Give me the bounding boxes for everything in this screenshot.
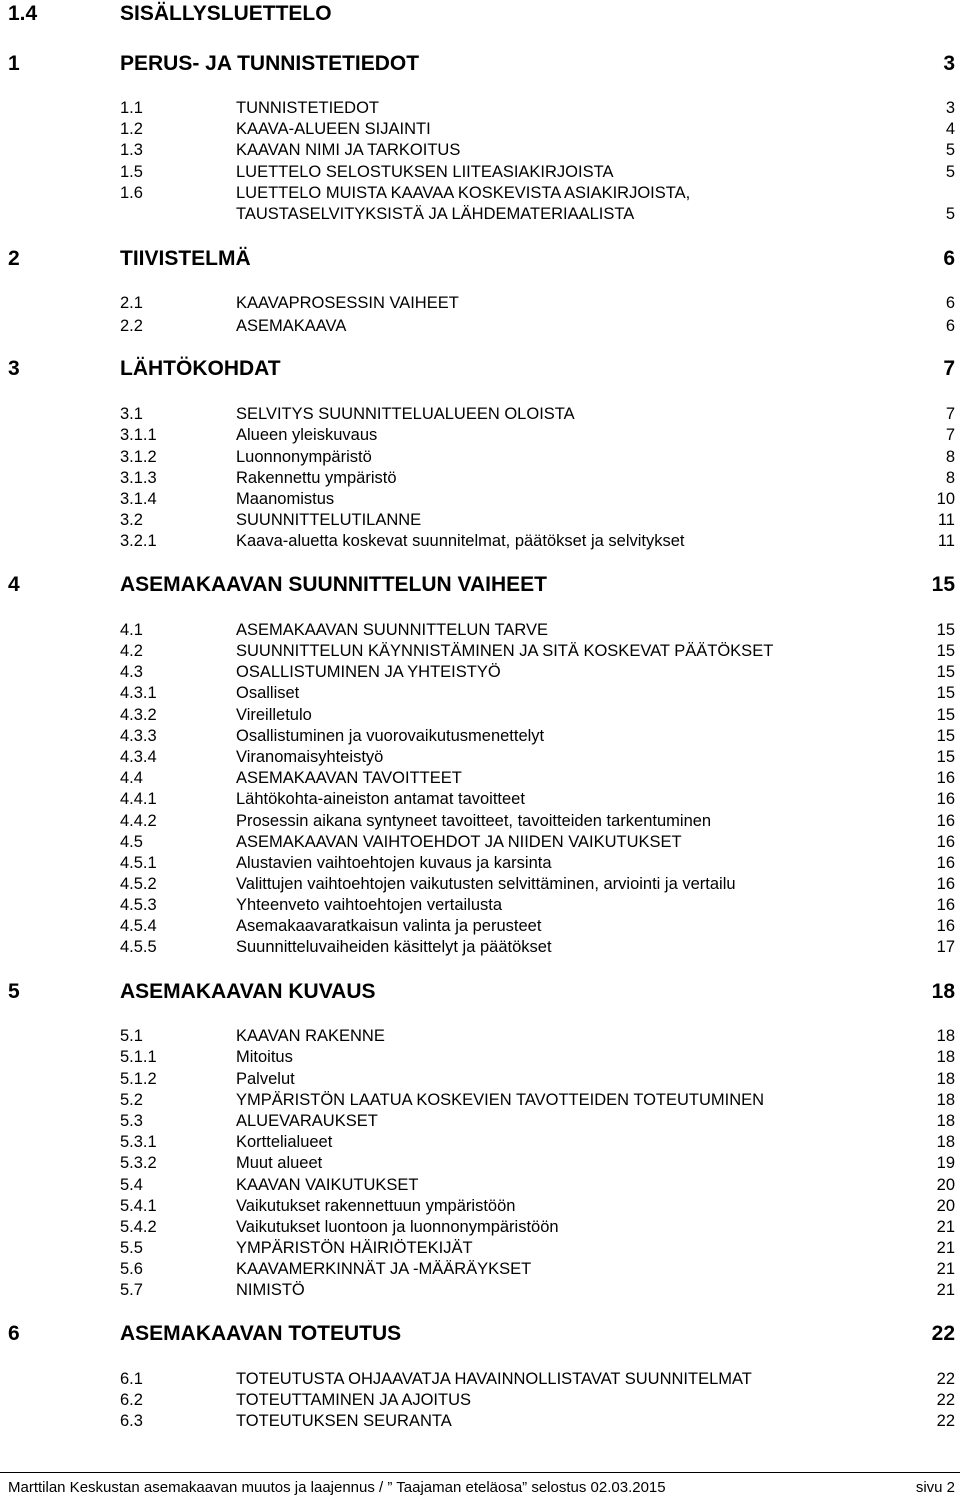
toc-row[interactable]	[0, 619, 960, 641]
toc-row[interactable]	[0, 1046, 960, 1068]
toc-number: 4.4	[120, 769, 143, 787]
toc-title: Korttelialueet	[236, 1133, 333, 1151]
toc-title: Vaikutukset luontoon ja luonnonympäristöön	[236, 1218, 559, 1236]
toc-row[interactable]	[0, 97, 960, 119]
toc-row[interactable]	[0, 1025, 960, 1047]
toc-title: KAAVAN RAKENNE	[236, 1027, 385, 1045]
toc-page: 7	[945, 405, 955, 423]
toc-title: Osallistuminen ja vuorovaikutusmenettelyt	[236, 727, 545, 745]
toc-row-continuation[interactable]	[0, 203, 960, 225]
toc-title: LÄHTÖKOHDAT	[120, 357, 281, 380]
toc-number: 5.3.2	[120, 1154, 157, 1172]
toc-row[interactable]	[0, 1195, 960, 1217]
toc-number: 2	[8, 247, 20, 270]
toc-row[interactable]	[0, 530, 960, 552]
toc-page: 5	[945, 141, 955, 159]
toc-page: 3	[943, 52, 955, 75]
toc-page: 10	[936, 490, 955, 508]
toc-title: YMPÄRISTÖN HÄIRIÖTEKIJÄT	[236, 1239, 473, 1257]
toc-page: 16	[936, 790, 955, 808]
toc-title: OSALLISTUMINEN JA YHTEISTYÖ	[236, 663, 501, 681]
toc-title: Osalliset	[236, 684, 300, 702]
toc-row[interactable]	[0, 1410, 960, 1432]
toc-title: Viranomaisyhteistyö	[236, 748, 384, 766]
toc-number: 5.4.2	[120, 1218, 157, 1236]
toc-page: 6	[943, 247, 955, 270]
toc-number: 4.5	[120, 833, 143, 851]
toc-number: 4.1	[120, 621, 143, 639]
toc-number: 4.3	[120, 663, 143, 681]
toc-title: Kaava-aluetta koskevat suunnitelmat, päätökset ja selvitykset	[236, 532, 685, 550]
toc-number: 4.5.4	[120, 917, 157, 935]
toc-number: 4.5.1	[120, 854, 157, 872]
toc-title: Suunnitteluvaiheiden käsittelyt ja päätökset	[236, 938, 552, 956]
toc-number: 1.1	[120, 99, 143, 117]
toc-number: 5	[8, 980, 20, 1003]
toc-row[interactable]	[0, 161, 960, 183]
toc-page: 16	[936, 769, 955, 787]
toc-row[interactable]	[0, 1089, 960, 1111]
toc-number: 3.1.4	[120, 490, 157, 508]
toc-number: 4.4.1	[120, 790, 157, 808]
toc-page: 4	[945, 120, 955, 138]
toc-number: 5.5	[120, 1239, 143, 1257]
toc-number: 4.3.3	[120, 727, 157, 745]
toc-row[interactable]	[0, 446, 960, 468]
toc-number: 3	[8, 357, 20, 380]
toc-page: 15	[936, 684, 955, 702]
toc-title: KAAVAPROSESSIN VAIHEET	[236, 294, 459, 312]
toc-number: 3.2	[120, 511, 143, 529]
toc-row[interactable]	[0, 1216, 960, 1238]
toc-title: TIIVISTELMÄ	[120, 247, 251, 270]
toc-number: 2.2	[120, 317, 143, 335]
toc-title: TOTEUTTAMINEN JA AJOITUS	[236, 1391, 471, 1409]
toc-number: 5.7	[120, 1281, 143, 1299]
toc-title: ASEMAKAAVAN KUVAUS	[120, 980, 376, 1003]
page-heading	[0, 3, 960, 25]
toc-title: TUNNISTETIEDOT	[236, 99, 379, 117]
toc-row[interactable]	[0, 1068, 960, 1090]
toc-title: Valittujen vaihtoehtojen vaikutusten selvittäminen, arviointi ja vertailu	[236, 875, 736, 893]
toc-number: 4.5.2	[120, 875, 157, 893]
toc-number: 3.1.3	[120, 469, 157, 487]
toc-number: 1	[8, 52, 20, 75]
toc-row[interactable]	[0, 852, 960, 874]
toc-number: 5.2	[120, 1091, 143, 1109]
toc-row[interactable]	[0, 1389, 960, 1411]
toc-title: KAAVAN VAIKUTUKSET	[236, 1176, 419, 1194]
toc-page: 15	[931, 573, 955, 596]
toc-row[interactable]	[0, 403, 960, 425]
toc-title: SELVITYS SUUNNITTELUALUEEN OLOISTA	[236, 405, 575, 423]
toc-title: Luonnonympäristö	[236, 448, 372, 466]
toc-row[interactable]	[0, 767, 960, 789]
toc-page: 11	[937, 511, 955, 529]
toc-number: 4.3.4	[120, 748, 157, 766]
toc-title: KAAVAMERKINNÄT JA -MÄÄRÄYKSET	[236, 1260, 532, 1278]
toc-title: KAAVAN NIMI JA TARKOITUS	[236, 141, 461, 159]
toc-page: 18	[936, 1091, 955, 1109]
toc-page: 22	[936, 1391, 955, 1409]
toc-page: 8	[945, 448, 955, 466]
toc-number: 1.5	[120, 163, 143, 181]
toc-number: 4.4.2	[120, 812, 157, 830]
toc-number: 6.2	[120, 1391, 143, 1409]
toc-title: Muut alueet	[236, 1154, 323, 1172]
toc-page: 5	[945, 163, 955, 181]
toc-row[interactable]	[0, 248, 960, 270]
toc-page: 15	[936, 748, 955, 766]
footer-page-number: sivu 2	[915, 1479, 955, 1496]
toc-title: YMPÄRISTÖN LAATUA KOSKEVIEN TAVOTTEIDEN TOTEUTUMINEN	[236, 1091, 765, 1109]
toc-page: 21	[936, 1239, 955, 1257]
toc-title: Palvelut	[236, 1070, 295, 1088]
toc-title: TOTEUTUSTA OHJAAVATJA HAVAINNOLLISTAVAT SUUNNITELMAT	[236, 1370, 752, 1388]
toc-row[interactable]	[0, 467, 960, 489]
toc-title: Lähtökohta-aineiston antamat tavoitteet	[236, 790, 525, 808]
toc-number: 4.3.2	[120, 706, 157, 724]
toc-row[interactable]	[0, 1258, 960, 1280]
toc-page: 11	[937, 532, 955, 550]
toc-title: Asemakaavaratkaisun valinta ja perusteet	[236, 917, 542, 935]
footer-text: Marttilan Keskustan asemakaavan muutos ja laajennus / ” Taajaman eteläosa” selostus 02.03.2015	[8, 1479, 666, 1496]
toc-page: 17	[936, 938, 955, 956]
toc-title: TAUSTASELVITYKSISTÄ JA LÄHDEMATERIAALISTA	[236, 205, 635, 223]
toc-page: 20	[936, 1197, 955, 1215]
toc-row[interactable]	[0, 1131, 960, 1153]
toc-page: 15	[936, 621, 955, 639]
toc-page: 18	[936, 1070, 955, 1088]
toc-page: 16	[936, 812, 955, 830]
toc-page: 22	[931, 1322, 955, 1345]
toc-title: NIMISTÖ	[236, 1281, 305, 1299]
toc-page: 6	[945, 294, 955, 312]
toc-page: 19	[936, 1154, 955, 1172]
toc-page: 15	[936, 706, 955, 724]
toc-row[interactable]	[0, 725, 960, 747]
toc-row[interactable]	[0, 1279, 960, 1301]
toc-page: 16	[936, 917, 955, 935]
toc-number: 5.4.1	[120, 1197, 157, 1215]
toc-row[interactable]	[0, 788, 960, 810]
toc-title: Rakennettu ympäristö	[236, 469, 397, 487]
toc-page: 18	[936, 1048, 955, 1066]
toc-row[interactable]	[0, 704, 960, 726]
toc-title: ALUEVARAUKSET	[236, 1112, 378, 1130]
toc-title: Yhteenveto vaihtoehtojen vertailusta	[236, 896, 503, 914]
toc-page: 21	[936, 1281, 955, 1299]
toc-row[interactable]	[0, 509, 960, 531]
toc-title: ASEMAKAAVAN SUUNNITTELUN VAIHEET	[120, 573, 548, 596]
toc-title: Maanomistus	[236, 490, 335, 508]
toc-number: 5.1.2	[120, 1070, 157, 1088]
toc-title: TOTEUTUKSEN SEURANTA	[236, 1412, 452, 1430]
toc-number: 3.1.2	[120, 448, 157, 466]
toc-number: 5.3.1	[120, 1133, 157, 1151]
toc-page: 5	[945, 205, 955, 223]
toc-title: LUETTELO MUISTA KAAVAA KOSKEVISTA ASIAKIRJOISTA,	[236, 184, 691, 202]
toc-row[interactable]	[0, 1110, 960, 1132]
toc-row[interactable]	[0, 831, 960, 853]
toc-row[interactable]	[0, 1323, 960, 1345]
toc-page: 20	[936, 1176, 955, 1194]
toc-page: 18	[936, 1027, 955, 1045]
toc-row[interactable]	[0, 915, 960, 937]
toc-title: LUETTELO SELOSTUKSEN LIITEASIAKIRJOISTA	[236, 163, 614, 181]
toc-page: 18	[936, 1133, 955, 1151]
toc-number: 5.1	[120, 1027, 143, 1045]
toc-title: SUUNNITTELUTILANNE	[236, 511, 422, 529]
toc-page: 16	[936, 875, 955, 893]
toc-number: 2.1	[120, 294, 143, 312]
toc-title: Prosessin aikana syntyneet tavoitteet, tavoitteiden tarkentuminen	[236, 812, 712, 830]
toc-row[interactable]	[0, 746, 960, 768]
toc-page: 16	[936, 833, 955, 851]
toc-row[interactable]	[0, 139, 960, 161]
toc-number: 5.3	[120, 1112, 143, 1130]
toc-title: ASEMAKAAVA	[236, 317, 347, 335]
toc-row[interactable]	[0, 640, 960, 662]
toc-page: 8	[945, 469, 955, 487]
toc-page: 21	[936, 1218, 955, 1236]
toc-number: 3.1.1	[120, 426, 157, 444]
toc-title: ASEMAKAAVAN SUUNNITTELUN TARVE	[236, 621, 549, 639]
toc-number: 4	[8, 573, 20, 596]
toc-title: ASEMAKAAVAN VAIHTOEHDOT JA NIIDEN VAIKUTUKSET	[236, 833, 682, 851]
toc-row[interactable]	[0, 574, 960, 596]
toc-page: 6	[945, 317, 955, 335]
toc-row[interactable]	[0, 981, 960, 1003]
toc-title: SUUNNITTELUN KÄYNNISTÄMINEN JA SITÄ KOSKEVAT PÄÄTÖKSET	[236, 642, 774, 660]
toc-row[interactable]	[0, 1152, 960, 1174]
toc-title: ASEMAKAAVAN TAVOITTEET	[236, 769, 462, 787]
toc-row[interactable]	[0, 1368, 960, 1390]
toc-page: 15	[936, 663, 955, 681]
footer-divider	[0, 1472, 960, 1473]
toc-title: KAAVA-ALUEEN SIJAINTI	[236, 120, 431, 138]
toc-number: 6.3	[120, 1412, 143, 1430]
toc-row[interactable]	[0, 358, 960, 380]
toc-number: 4.5.3	[120, 896, 157, 914]
toc-number: 4.2	[120, 642, 143, 660]
toc-page: 18	[931, 980, 955, 1003]
toc-title: Alustavien vaihtoehtojen kuvaus ja karsinta	[236, 854, 552, 872]
toc-row[interactable]	[0, 1237, 960, 1259]
toc-number: 4.5.5	[120, 938, 157, 956]
toc-title: Vireilletulo	[236, 706, 312, 724]
toc-page: 15	[936, 642, 955, 660]
toc-page: 21	[936, 1260, 955, 1278]
toc-title: Vaikutukset rakennettuun ympäristöön	[236, 1197, 516, 1215]
toc-number: 1.3	[120, 141, 143, 159]
toc-title: PERUS- JA TUNNISTETIEDOT	[120, 52, 420, 75]
toc-row[interactable]	[0, 118, 960, 140]
toc-row[interactable]	[0, 182, 960, 204]
toc-page: 22	[936, 1370, 955, 1388]
toc-row[interactable]	[0, 661, 960, 683]
toc-page: 3	[945, 99, 955, 117]
toc-row[interactable]	[0, 894, 960, 916]
toc-row[interactable]	[0, 424, 960, 446]
toc-row[interactable]	[0, 53, 960, 75]
heading-title: SISÄLLYSLUETTELO	[120, 2, 332, 25]
toc-number: 6.1	[120, 1370, 143, 1388]
toc-page: 7	[945, 426, 955, 444]
toc-number: 3.1	[120, 405, 143, 423]
toc-row[interactable]	[0, 873, 960, 895]
toc-row[interactable]	[0, 810, 960, 832]
toc-number: 6	[8, 1322, 20, 1345]
toc-page: 16	[936, 854, 955, 872]
toc-number: 1.2	[120, 120, 143, 138]
toc-row[interactable]	[0, 1174, 960, 1196]
toc-row[interactable]	[0, 936, 960, 958]
toc-number: 5.4	[120, 1176, 143, 1194]
toc-page: 16	[936, 896, 955, 914]
toc-page: 15	[936, 727, 955, 745]
toc-row[interactable]	[0, 488, 960, 510]
toc-row[interactable]	[0, 292, 960, 314]
toc-page: 7	[943, 357, 955, 380]
toc-title: ASEMAKAAVAN TOTEUTUS	[120, 1322, 402, 1345]
toc-row[interactable]	[0, 315, 960, 337]
toc-page: 18	[936, 1112, 955, 1130]
toc-number: 3.2.1	[120, 532, 157, 550]
toc-number: 5.1.1	[120, 1048, 157, 1066]
toc-title: Alueen yleiskuvaus	[236, 426, 378, 444]
toc-title: Mitoitus	[236, 1048, 293, 1066]
toc-page: 22	[936, 1412, 955, 1430]
toc-number: 4.3.1	[120, 684, 157, 702]
toc-number: 1.6	[120, 184, 143, 202]
toc-row[interactable]	[0, 682, 960, 704]
toc-number: 5.6	[120, 1260, 143, 1278]
heading-number: 1.4	[8, 2, 38, 25]
